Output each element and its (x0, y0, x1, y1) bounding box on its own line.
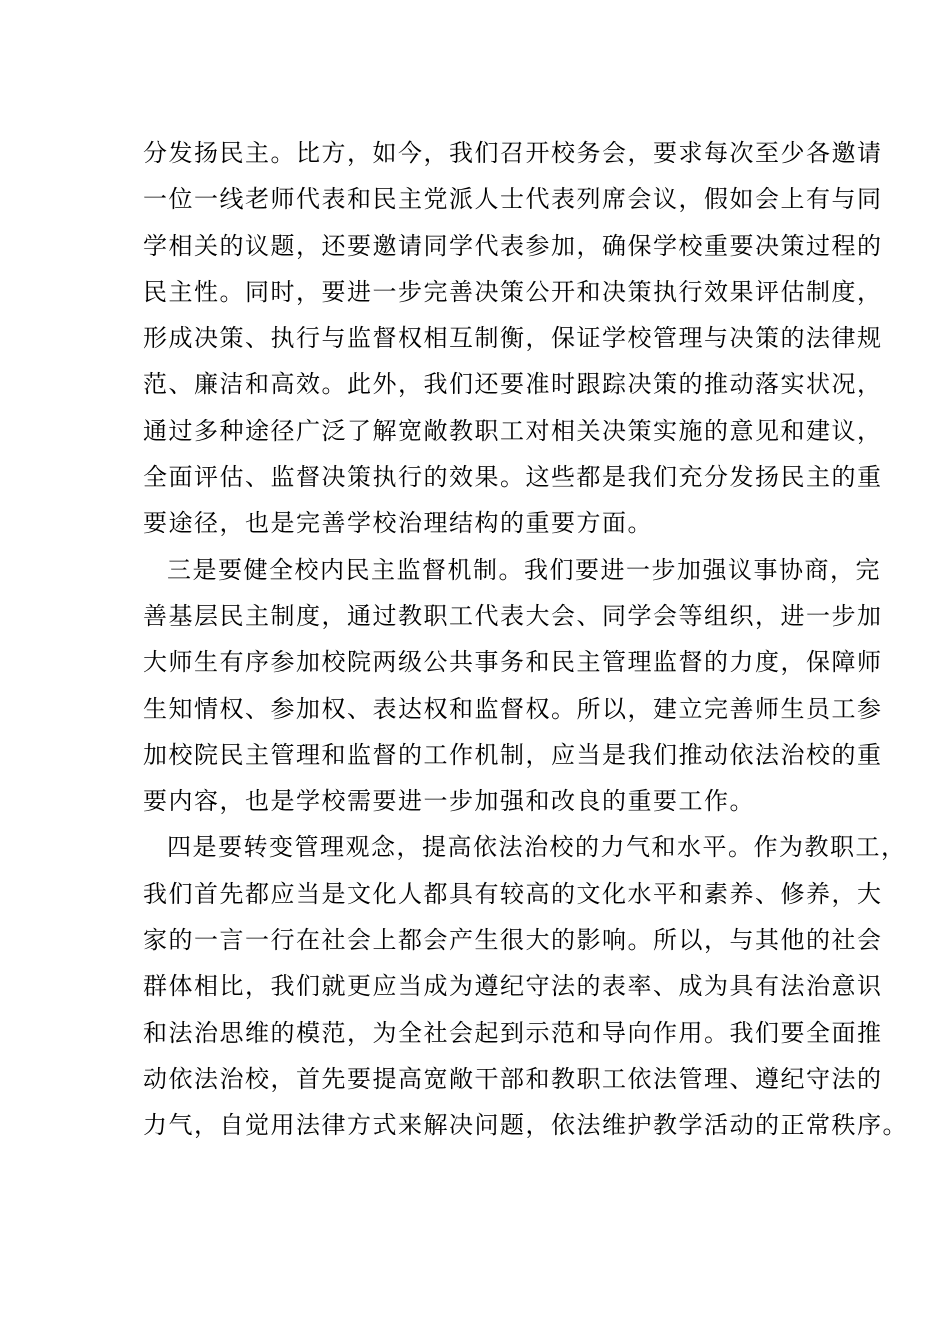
text-line: 分发扬民主。比方，如今，我们召开校务会，要求每次至少各邀请 (143, 139, 883, 167)
text-line: 家的一言一行在社会上都会产生很大的影响。所以，与其他的社会 (143, 926, 883, 955)
paragraph-3 (143, 824, 908, 1148)
text-line: 三是要健全校内民主监督机制。我们要进一步加强议事协商，完 (167, 555, 881, 584)
text-line: 力气，自觉用法律方式来解决问题，依法维护教学活动的正常秩序。 (143, 1111, 908, 1140)
text-line: 要内容，也是学校需要进一步加强和改良的重要工作。 (143, 787, 755, 816)
text-line: 学相关的议题，还要邀请同学代表参加，确保学校重要决策过程的 (143, 231, 883, 260)
text-line: 四是要转变管理观念，提高依法治校的力气和水平。作为教职工， (167, 833, 907, 862)
paragraph-2 (143, 547, 883, 825)
text-line: 民主性。同时，要进一步完善决策公开和决策执行效果评估制度， (143, 277, 883, 306)
text-line: 全面评估、监督决策执行的效果。这些都是我们充分发扬民主的重 (143, 463, 883, 492)
text-line: 大师生有序参加校院两级公共事务和民主管理监督的力度，保障师 (143, 648, 883, 677)
text-line: 动依法治校，首先要提高宽敞干部和教职工依法管理、遵纪守法的 (143, 1064, 883, 1093)
text-line: 一位一线老师代表和民主党派人士代表列席会议，假如会上有与同 (143, 185, 883, 214)
text-line: 善基层民主制度，通过教职工代表大会、同学会等组织，进一步加 (143, 601, 883, 630)
text-line: 生知情权、参加权、表达权和监督权。所以，建立完善师生员工参 (143, 694, 883, 723)
text-line: 形成决策、执行与监督权相互制衡，保证学校管理与决策的法律规 (143, 324, 883, 353)
text-line: 通过多种途径广泛了解宽敞教职工对相关决策实施的意见和建议， (143, 416, 883, 445)
text-line: 加校院民主管理和监督的工作机制，应当是我们推动依法治校的重 (143, 740, 883, 769)
text-line: 要途径，也是完善学校治理结构的重要方面。 (143, 509, 653, 538)
document-body (143, 130, 908, 1149)
text-line: 群体相比，我们就更应当成为遵纪守法的表率、成为具有法治意识 (143, 972, 883, 1001)
text-line: 范、廉洁和高效。此外，我们还要准时跟踪决策的推动落实状况， (143, 370, 883, 399)
paragraph-1 (143, 130, 883, 547)
text-line: 我们首先都应当是文化人都具有较高的文化水平和素养、修养，大 (143, 879, 883, 908)
text-line: 和法治思维的模范，为全社会起到示范和导向作用。我们要全面推 (143, 1018, 883, 1047)
